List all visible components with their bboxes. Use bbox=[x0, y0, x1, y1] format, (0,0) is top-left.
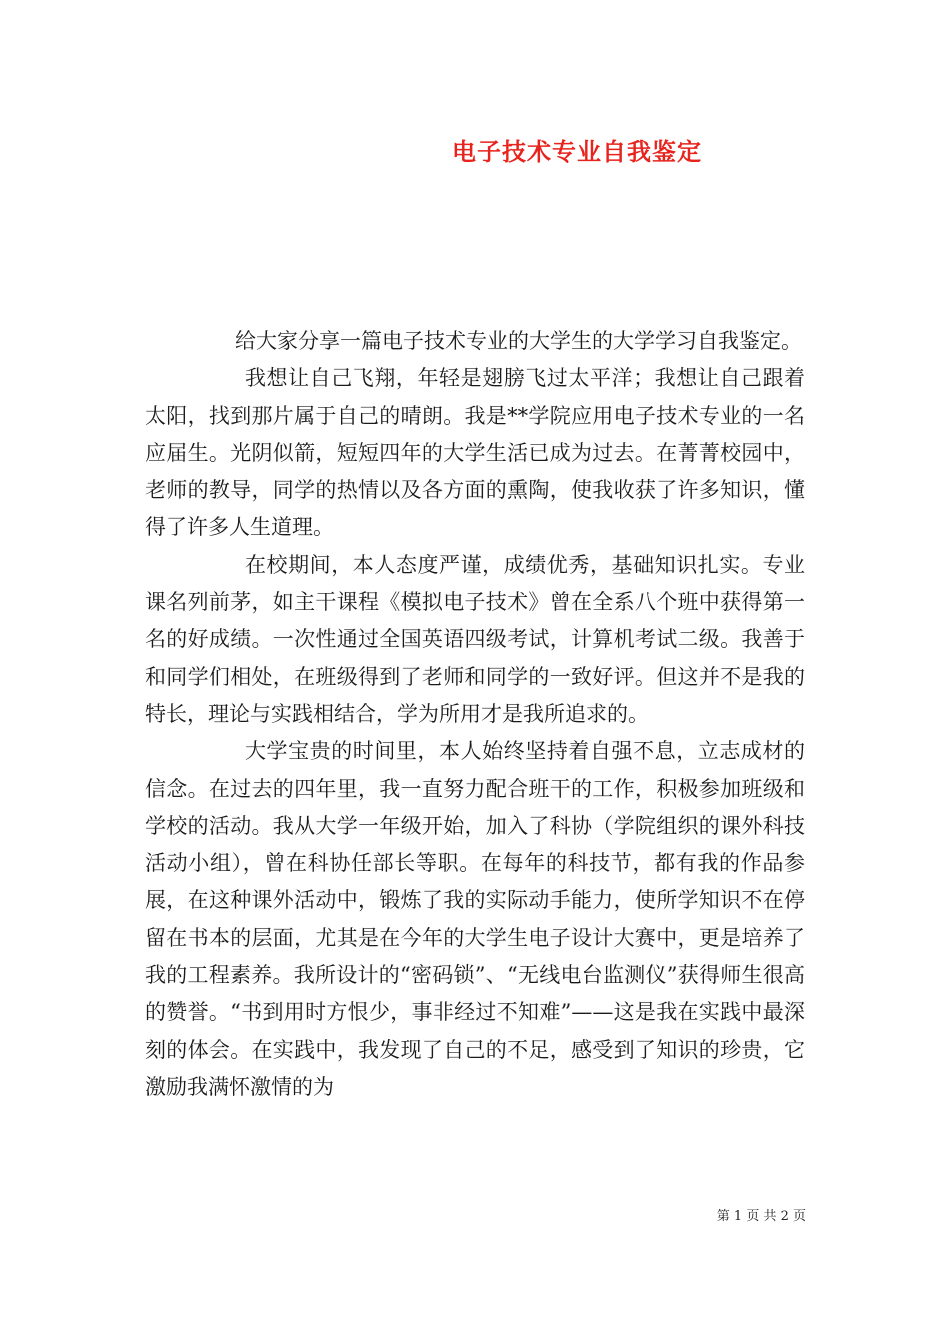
intro-paragraph: 给大家分享一篇电子技术专业的大学生的大学学习自我鉴定。 bbox=[235, 329, 802, 353]
document-title: 电子技术专业自我鉴定 bbox=[452, 137, 702, 166]
body-paragraph-2: 在校期间，本人态度严谨，成绩优秀，基础知识扎实。专业课名列前茅，如主干课程《模拟电子技术》曾在全系八个班中获得第一名的好成绩。一次性通过全国英语四级考试，计算机考试二级。我善于和同学们相处，在班级得到了老师和同学的一致好评。但这并不是我的特长，理论与实践相结合，学为所用才是我所追求的。 bbox=[145, 552, 805, 726]
body-paragraph-1: 我想让自己飞翔，年轻是翅膀飞过太平洋；我想让自己跟着太阳，找到那片属于自己的晴朗。我是**学院应用电子技术专业的一名应届生。光阴似箭，短短四年的大学生活已成为过去。在菁菁校园中，老师的教导，同学的热情以及各方面的熏陶，使我收获了许多知识，懂得了许多人生道理。 bbox=[145, 366, 805, 540]
body-paragraph-3: 大学宝贵的时间里，本人始终坚持着自强不息，立志成材的信念。在过去的四年里，我一直努力配合班干的工作，积极参加班级和学校的活动。我从大学一年级开始，加入了科协（学院组织的课外科技活动小组），曾在科协任部长等职。在每年的科技节，都有我的作品参展，在这种课外活动中，锻炼了我的实际动手能力，使所学知识不在停留在书本的层面，尤其是在今年的大学生电子设计大赛中，更是培养了我的工程素养。我所设计的“密码锁”、“无线电台监测仪”获得师生很高的赞誉。“书到用时方恨少，事非经过不知难”——这是我在实践中最深刻的体会。在实践中，我发现了自己的不足，感受到了知识的珍贵，它激励我满怀激情的为 bbox=[145, 739, 805, 1099]
document-body bbox=[145, 323, 805, 1106]
page-number: 第 1 页 共 2 页 bbox=[716, 1209, 806, 1224]
